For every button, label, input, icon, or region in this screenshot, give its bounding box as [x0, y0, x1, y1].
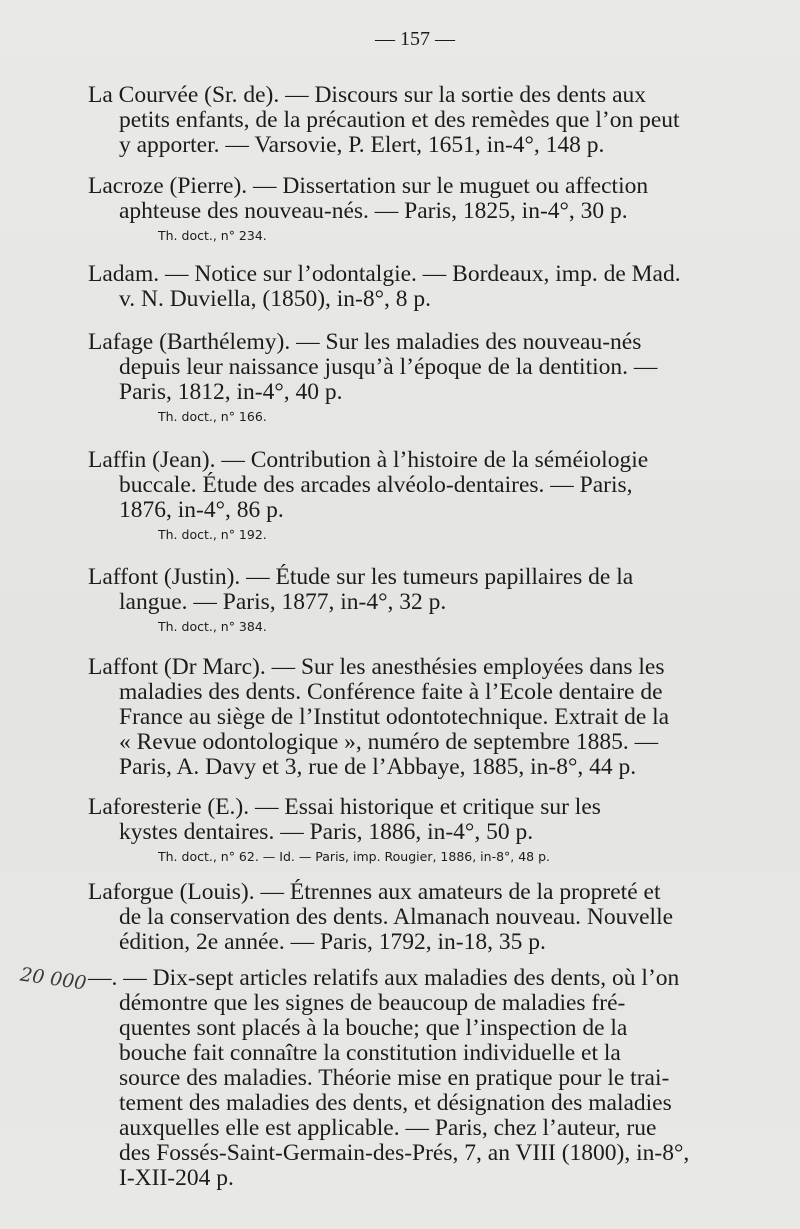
- entry-line: France au siège de l’Institut odontotechnique. Extrait de la: [119, 704, 670, 730]
- entry-line: aphteuse des nouveau-nés. — Paris, 1825, in-4°, 30 p.: [119, 198, 628, 224]
- entry-line: petits enfants, de la précaution et des remèdes que l’on peut: [119, 107, 680, 133]
- entry-line: Lacroze (Pierre). — Dissertation sur le muguet ou affection: [88, 173, 649, 199]
- entry-line: Laffont (Dr Marc). — Sur les anesthésies employées dans les: [88, 654, 665, 680]
- thesis-note: Th. doct., n° 234.: [158, 228, 267, 243]
- entry-line: auxquelles elle est applicable. — Paris, chez l’auteur, rue: [119, 1115, 657, 1141]
- entry-line: source des maladies. Théorie mise en pratique pour le trai-: [119, 1065, 670, 1091]
- page-number: — 157 —: [375, 28, 455, 50]
- bibliography-entry-lacroze: [88, 174, 758, 248]
- entry-line: kystes dentaires. — Paris, 1886, in-4°, 50 p.: [119, 819, 534, 845]
- entry-line: Paris, 1812, in-4°, 40 p.: [119, 379, 343, 405]
- entry-line: des Fossés-Saint-Germain-des-Prés, 7, an VIII (1800), in-8°,: [119, 1140, 690, 1166]
- bibliography-entry-laforgue-dix-sept-articles: [88, 966, 758, 1191]
- thesis-note: Th. doct., n° 192.: [158, 527, 267, 542]
- bibliography-entry-laffont-justin: [88, 565, 758, 639]
- bibliography-entry-laforesterie: [88, 795, 758, 869]
- entry-line: La Courvée (Sr. de). — Discours sur la sortie des dents aux: [88, 82, 646, 108]
- entry-line: Laffin (Jean). — Contribution à l’histoire de la séméiologie: [88, 447, 649, 473]
- entry-line: Lafage (Barthélemy). — Sur les maladies des nouveau-nés: [88, 329, 642, 355]
- entry-line: buccale. Étude des arcades alvéolo-dentaires. — Paris,: [119, 472, 633, 498]
- entry-line: depuis leur naissance jusqu’à l’époque de la dentition. —: [119, 354, 658, 380]
- entry-line: y apporter. — Varsovie, P. Elert, 1651, in-4°, 148 p.: [119, 132, 605, 158]
- bibliography-entry-laforgue: [88, 880, 758, 955]
- entry-line: Laforesterie (E.). — Essai historique et critique sur les: [88, 794, 601, 820]
- entry-line: maladies des dents. Conférence faite à l’Ecole dentaire de: [119, 679, 663, 705]
- bibliography-entry-lafage: [88, 330, 758, 429]
- bibliography-entry-la-courvee: [88, 83, 758, 158]
- bibliography-entry-laffont-marc: [88, 655, 758, 780]
- handwritten-margin-note: 20 000: [18, 963, 88, 995]
- bibliography-entry-ladam: [88, 262, 758, 312]
- entry-line: Paris, A. Davy et 3, rue de l’Abbaye, 1885, in-8°, 44 p.: [119, 754, 637, 780]
- thesis-note: Th. doct., n° 166.: [158, 409, 267, 424]
- entry-line: langue. — Paris, 1877, in-4°, 32 p.: [119, 589, 447, 615]
- entry-line: bouche fait connaître la constitution individuelle et la: [119, 1040, 621, 1066]
- entry-line: v. N. Duviella, (1850), in-8°, 8 p.: [119, 286, 432, 312]
- entry-line: Ladam. — Notice sur l’odontalgie. — Bordeaux, imp. de Mad.: [88, 261, 681, 287]
- entry-line: Laforgue (Louis). — Étrennes aux amateurs de la propreté et: [88, 879, 661, 905]
- entry-line: I-XII-204 p.: [119, 1165, 234, 1191]
- entry-line: tement des maladies des dents, et désignation des maladies: [119, 1090, 672, 1116]
- entry-line: Laffont (Justin). — Étude sur les tumeurs papillaires de la: [88, 564, 634, 590]
- bibliography-entry-laffin: [88, 448, 758, 547]
- entry-line: démontre que les signes de beaucoup de maladies fré-: [119, 990, 626, 1016]
- thesis-note: Th. doct., n° 62. — Id. — Paris, imp. Rougier, 1886, in-8°, 48 p.: [158, 849, 551, 864]
- entry-line: de la conservation des dents. Almanach nouveau. Nouvelle: [119, 904, 674, 930]
- entry-line: « Revue odontologique », numéro de septembre 1885. —: [119, 729, 659, 755]
- entry-line: édition, 2e année. — Paris, 1792, in-18, 35 p.: [119, 929, 546, 955]
- entry-line: —. — Dix-sept articles relatifs aux maladies des dents, où l’on: [88, 965, 680, 991]
- thesis-note: Th. doct., n° 384.: [158, 619, 267, 634]
- entry-line: 1876, in-4°, 86 p.: [119, 497, 284, 523]
- entry-line: quentes sont placés à la bouche; que l’inspection de la: [119, 1015, 628, 1041]
